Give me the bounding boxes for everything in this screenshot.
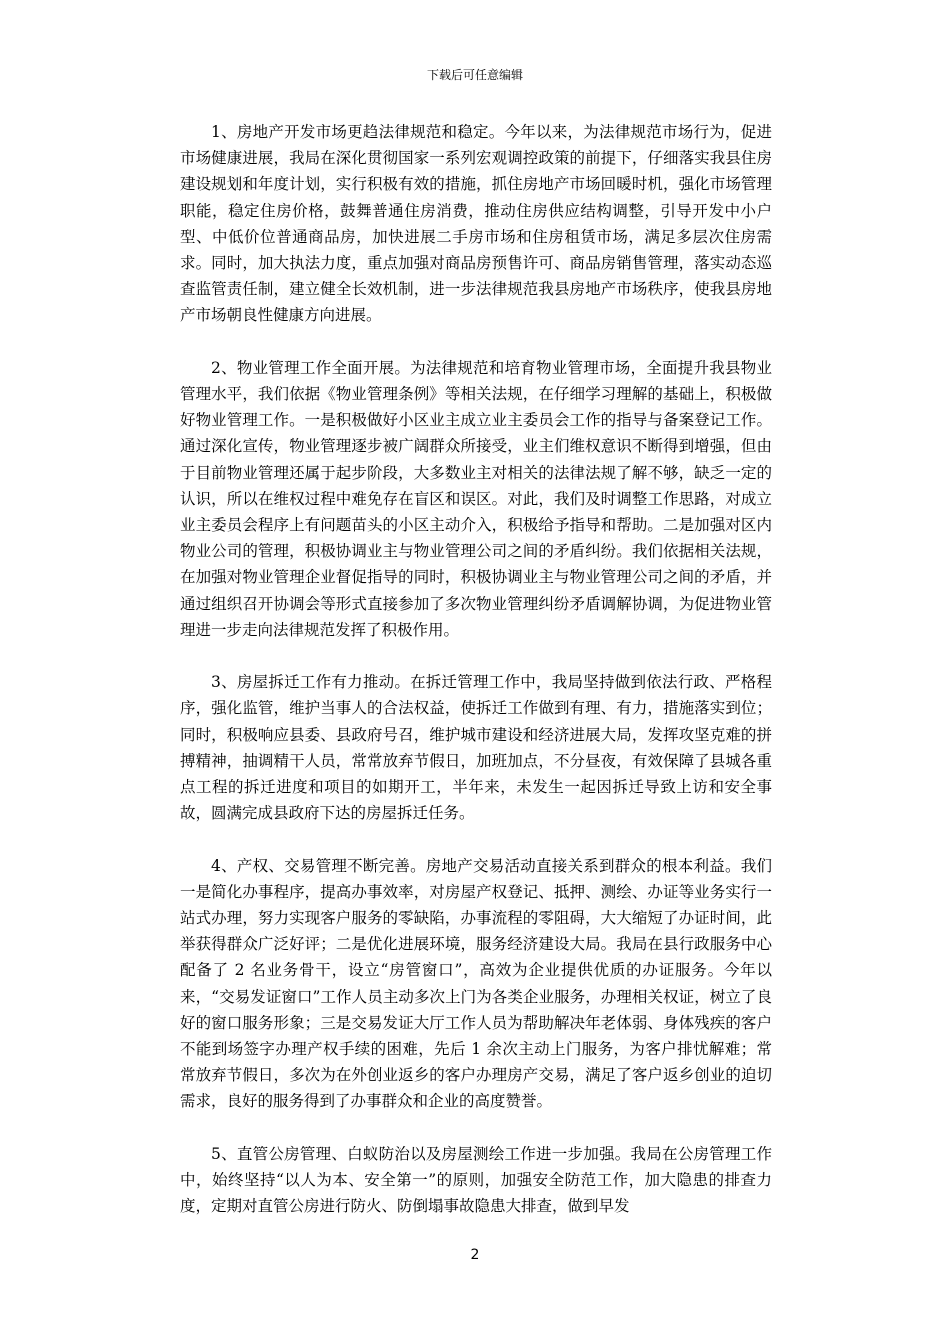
page-header: 下载后可任意编辑 xyxy=(426,68,523,82)
paragraph-5: 5、直管公房管理、白蚁防治以及房屋测绘工作进一步加强。我局在公房管理工作中，始终坚持“以人为本、安全第一”的原则，加强安全防范工作，加大隐患的排查力度，定期对直管公房进行防火、防倒塌事故隐患大排查，做到早发 xyxy=(180,1144,772,1216)
page-number: 2 xyxy=(470,1247,480,1263)
document-body xyxy=(180,119,772,1246)
paragraph-1: 1、房地产开发市场更趋法律规范和稳定。今年以来，为法律规范市场行为，促进市场健康进展，我局在深化贯彻国家一系列宏观调控政策的前提下，仔细落实我县住房建设规划和年度计划，实行积极有效的措施，抓住房地产市场回暖时机，强化市场管理职能，稳定住房价格，鼓舞普通住房消费，推动住房供应结构调整，引导开发中小户型、中低价位普通商品房，加快进展二手房市场和住房租赁市场，满足多层次住房需求。同时，加大执法力度，重点加强对商品房预售许可、商品房销售管理，落实动态巡查监管责任制，建立健全长效机制，进一步法律规范我县房地产市场秩序，使我县房地产市场朝良性健康方向进展。 xyxy=(180,123,772,325)
paragraph-3: 3、房屋拆迁工作有力推动。在拆迁管理工作中，我局坚持做到依法行政、严格程序，强化监管，维护当事人的合法权益，使拆迁工作做到有理、有力，措施落实到位；同时，积极响应县委、县政府号召，维护城市建设和经济进展大局，发挥攻坚克难的拼搏精神，抽调精干人员，常常放弃节假日，加班加点，不分昼夜，有效保障了县城各重点工程的拆迁进度和项目的如期开工，半年来，未发生一起因拆迁导致上访和安全事故，圆满完成县政府下达的房屋拆迁任务。 xyxy=(180,673,772,823)
paragraph-2: 2、物业管理工作全面开展。为法律规范和培育物业管理市场，全面提升我县物业管理水平，我们依据《物业管理条例》等相关法规，在仔细学习理解的基础上，积极做好物业管理工作。一是积极做好小区业主成立业主委员会工作的指导与备案登记工作。通过深化宣传，物业管理逐步被广阔群众所接受，业主们维权意识不断得到增强，但由于目前物业管理还属于起步阶段，大多数业主对相关的法律法规了解不够，缺乏一定的认识，所以在维权过程中难免存在盲区和误区。对此，我们及时调整工作思路，对成立业主委员会程序上有问题苗头的小区主动介入，积极给予指导和帮助。二是加强对区内物业公司的管理，积极协调业主与物业管理公司之间的矛盾纠纷。我们依据相关法规，在加强对物业管理企业督促指导的同时，积极协调业主与物业管理公司之间的矛盾，并通过组织召开协调会等形式直接参加了多次物业管理纠纷矛盾调解协调，为促进物业管理进一步走向法律规范发挥了积极作用。 xyxy=(180,358,772,639)
paragraph-4: 4、产权、交易管理不断完善。房地产交易活动直接关系到群众的根本利益。我们一是简化办事程序，提高办事效率，对房屋产权登记、抵押、测绘、办证等业务实行一站式办理，努力实现客户服务的零缺陷，办事流程的零阻碍，大大缩短了办证时间，此举获得群众广泛好评；二是优化进展环境，服务经济建设大局。我局在县行政服务中心配备了 2 名业务骨干，设立“房管窗口”，高效为企业提供优质的办证服务。今年以来，“交易发证窗口”工作人员主动多次上门为各类企业服务，办理相关权证，树立了良好的窗口服务形象；三是交易发证大厅工作人员为帮助解决年老体弱、身体残疾的客户不能到场签字办理产权手续的困难，先后 1 余次主动上门服务，为客户排忧解难；常常放弃节假日，多次为在外创业返乡的客户办理房产交易，满足了客户返乡创业的迫切需求，良好的服务得到了办事群众和企业的高度赞誉。 xyxy=(180,856,772,1111)
